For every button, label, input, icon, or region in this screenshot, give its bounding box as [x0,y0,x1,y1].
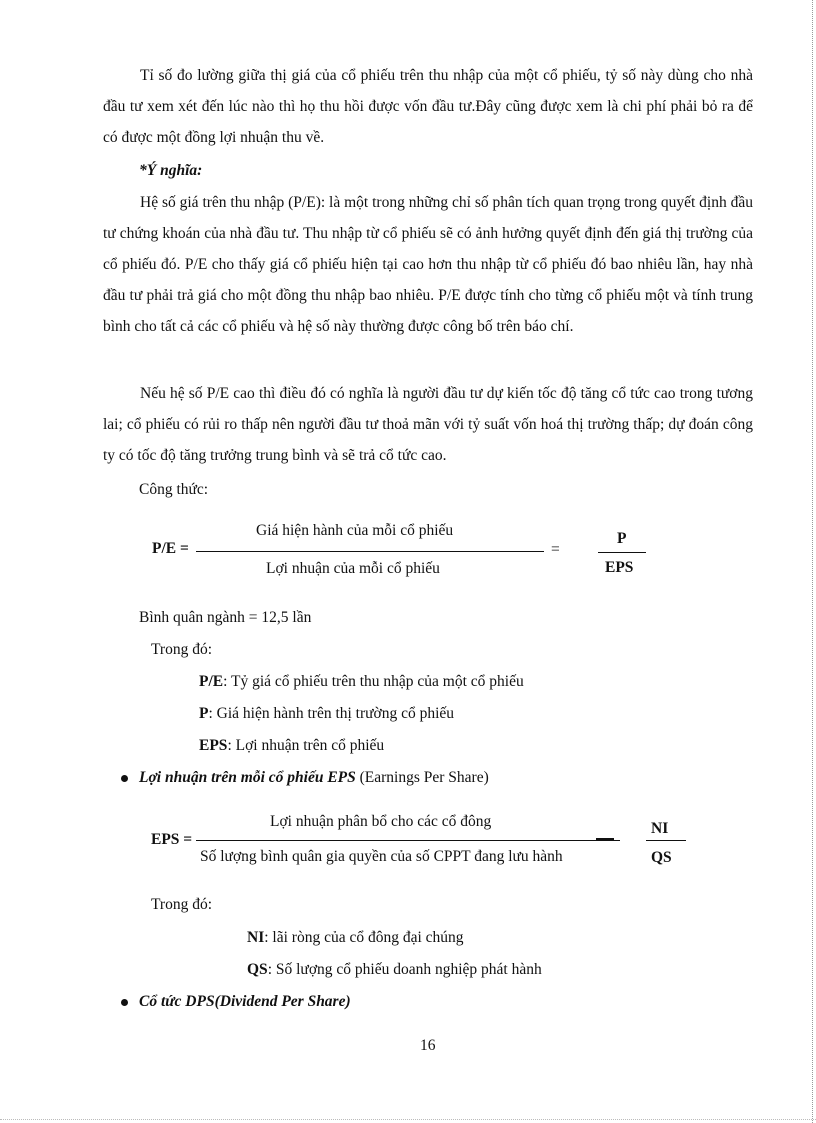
eps-fraction-bar [196,840,620,841]
eps-short-numerator: NI [651,820,669,837]
pe-denominator: Lợi nhuận của mỗi cổ phiếu [266,560,440,577]
page-number: 16 [420,1037,436,1054]
def-desc: : lãi ròng của cổ đông đại chúng [264,929,464,946]
pe-short-bar [598,552,646,553]
dps-heading: Cổ tức DPS(Dividend Per Share) [139,993,351,1010]
pe-equals: = [551,541,560,558]
eps-numerator: Lợi nhuận phân bổ cho các cổ đông [270,813,492,830]
where-label-pe: Trong đó: [151,641,213,658]
formula-label: Công thức: [139,481,209,498]
def-term: QS [247,961,268,978]
pe-numerator: Giá hiện hành của mỗi cổ phiếu [256,522,454,539]
eps-short-denominator: QS [651,849,672,866]
intro-paragraph: Tỉ số đo lường giữa thị giá của cổ phiếu trên thu nhập của một cổ phiếu, tỷ số này dùng cho nhà đầu tư xem xét đến lúc nào thì họ thu hồi được vốn đầu tư.Đây cũng được xem là chi phí phải bỏ ra để có được một đồng lợi nhuận thu về. [103,67,753,146]
def-term: EPS [199,737,228,754]
high-pe-paragraph: Nếu hệ số P/E cao thì điều đó có nghĩa là người đầu tư dự kiến tốc độ tăng cổ tức cao trong tương lai; cổ phiếu có rủi ro thấp nên người đầu tư thoả mãn với tỷ suất vốn hoá thị trường thấp; dự đoán công ty có tốc độ tăng trưởng trung bình và sẽ trả cổ tức cao. [103,385,753,464]
def-qs [247,956,542,984]
page-edge-marker [812,0,814,1123]
def-pe [199,668,524,696]
eps-heading [139,764,489,792]
industry-average: Bình quân ngành = 12,5 lần [139,609,312,626]
eps-denominator: Số lượng bình quân gia quyền của số CPPT đang lưu hành [200,848,563,865]
bullet-icon [121,775,128,782]
def-p [199,700,454,728]
where-label-eps: Trong đó: [151,896,213,913]
pe-short-denominator: EPS [605,559,634,576]
eps-heading-title: Lợi nhuận trên mỗi cổ phiếu EPS [139,769,356,786]
def-desc: : Giá hiện hành trên thị trường cổ phiếu [208,705,455,722]
pe-short-numerator: P [617,530,627,547]
bullet-icon [121,999,128,1006]
def-desc: : Tỷ giá cổ phiếu trên thu nhập của một cổ phiếu [223,673,524,690]
def-ni [247,924,464,952]
def-term: P [199,705,209,722]
pe-formula-lhs: P/E = [152,540,189,557]
meaning-heading: *Ý nghĩa: [139,162,203,179]
pe-fraction-bar [196,551,544,552]
def-desc: : Lợi nhuận trên cổ phiếu [227,737,385,754]
eps-formula-lhs: EPS = [151,831,193,848]
def-term: P/E [199,673,224,690]
eps-bar-accent [596,838,614,840]
pe-meaning-paragraph: Hệ số giá trên thu nhập (P/E): là một trong những chỉ số phân tích quan trọng trong quyết định đầu tư chứng khoán của nhà đầu tư. Thu nhập từ cổ phiếu sẽ có ảnh hưởng quyết định đến giá thị trường của cổ phiếu đó. P/E cho thấy giá cổ phiếu hiện tại cao hơn thu nhập từ cổ phiếu đó bao nhiêu lần, hay nhà đầu tư phải trả giá cho một đồng thu nhập bao nhiêu. P/E được tính cho từng cổ phiếu một và tính trung bình cho tất cả các cổ phiếu và hệ số này thường được công bố trên báo chí. [103,194,753,335]
eps-heading-subtitle: (Earnings Per Share) [355,769,489,786]
def-desc: : Số lượng cổ phiếu doanh nghiệp phát hành [267,961,542,978]
eps-short-bar [646,840,686,841]
page-bottom-border [0,1119,816,1120]
def-term: NI [247,929,265,946]
def-eps [199,732,384,760]
